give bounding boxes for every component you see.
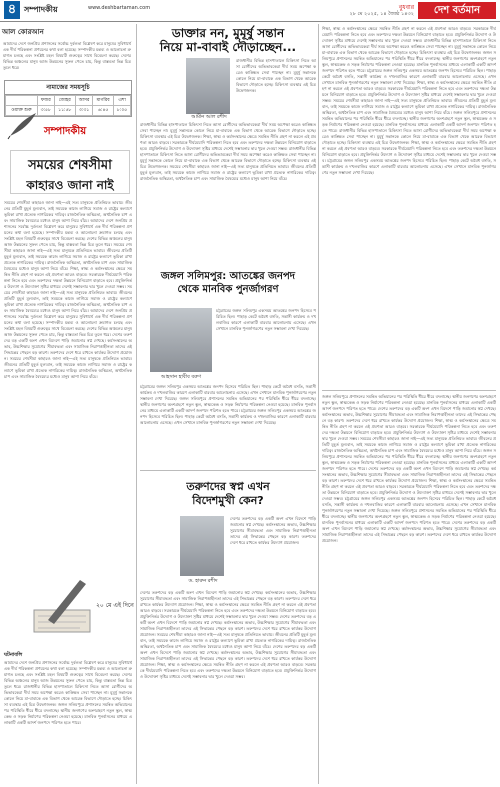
prayer-time: ৮:০৫	[114, 106, 131, 116]
newspaper-logo: দেশ বর্তমান	[418, 2, 496, 19]
prayer-header: এশা	[114, 96, 131, 106]
section-divider	[322, 390, 496, 391]
prayer-header: মাগরিব	[93, 96, 114, 106]
author-photo	[186, 58, 230, 114]
article2-headline	[140, 270, 316, 296]
editorial-body: সময়ের শেষসীমা কাহারও জানা নাই—এই সত্য মানুষকে প্রতিনিয়ত ভাবায়। জীবনের প্রতিটি মুহূর্ত মূল্যবান, তাই সময়কে কাজে লাগিয়ে সমাজ ও রাষ্ট্রের কল্যাণে ভূমিকা রাখা প্রত্যেক নাগরিকের দায়িত্ব। রাজনৈতিক অস্থিরতা, অর্থনৈতিক চাপ এবং সামাজিক বৈষম্যের মধ্যেও মানুষ আশা নিয়ে বাঁচে। আমাদের দেশে জনপ্রিয় প্রশাসনের সর্বোচ্চ দুর্বলতা বিশ্লেষণ করে মানুষের সুবিধার্থে এক দীর্ঘ পরিকল্পনা প্রণয়নের কথা বলা হয়েছে। সম্পাদকীয় মন্তব্য ও আলোচনা ক্রমাগত চলছে এবং সংশ্লিষ্ট মহল বিষয়টি গুরুত্বের সাথে বিবেচনা করছে। দেশের বিভিন্ন অঞ্চলের মানুষ আজ উন্নয়নের সুফল পেতে চায়, কিন্তু বাস্তবতা ভিন্ন চিত্র তুলে ধরে। সময়ের শেষসীমা কাহারও জানা নাই—এই সত্য মানুষকে প্রতিনিয়ত ভাবায়। জীবনের প্রতিটি মুহূর্ত মূল্যবান, তাই সময়কে কাজে লাগিয়ে সমাজ ও রাষ্ট্রের কল্যাণে ভূমিকা রাখা প্রত্যেক নাগরিকের দায়িত্ব। রাজনৈতিক অস্থিরতা, অর্থনৈতিক চাপ এবং সামাজিক বৈষম্যের মধ্যেও মানুষ আশা নিয়ে বাঁচে। শিক্ষা, স্বাস্থ্য ও কর্মসংস্থানের ক্ষেত্রে সমন্বিত নীতি গ্রহণ না করলে এই প্রবণতা আরও বাড়বে। সরকারকে দীর্ঘমেয়াদি পরিকল্পনা নিতে হবে এবং তরুণদের দক্ষতা উন্নয়নে বিনিয়োগ বাড়াতে হবে। প্রযুক্তিনির্ভর উদ্যোগ ও উদ্যোক্তা সৃষ্টির মাধ্যমে দেশেই সম্ভাবনার দ্বার খুলে দেওয়া সম্ভব। সময়ের শেষসীমা কাহারও জানা নাই—এই সত্য মানুষকে প্রতিনিয়ত ভাবায়। জীবনের প্রতিটি মুহূর্ত মূল্যবান, তাই সময়কে কাজে লাগিয়ে সমাজ ও রাষ্ট্রের কল্যাণে ভূমিকা রাখা প্রত্যেক নাগরিকের দায়িত্ব। রাজনৈতিক অস্থিরতা, অর্থনৈতিক চাপ এবং সামাজিক বৈষম্যের মধ্যেও মানুষ আশা নিয়ে বাঁচে। আমাদের দেশে জনপ্রিয় প্রশাসনের সর্বোচ্চ দুর্বলতা বিশ্লেষণ করে মানুষের সুবিধার্থে এক দীর্ঘ পরিকল্পনা প্রণয়নের কথা বলা হয়েছে। সম্পাদকীয় মন্তব্য ও আলোচনা ক্রমাগত চলছে এবং সংশ্লিষ্ট মহল বিষয়টি গুরুত্বের সাথে বিবেচনা করছে। দেশের বিভিন্ন অঞ্চলের মানুষ আজ উন্নয়নের সুফল পেতে চায়, কিন্তু বাস্তবতা ভিন্ন চিত্র তুলে ধরে। দেশের তরুণদের বড় একটি অংশ এখন বিদেশে পাড়ি জমানোর স্বপ্ন দেখছে। কর্মসংস্থানের অভাব, উচ্চশিক্ষার সুযোগের সীমাবদ্ধতা এবং সামাজিক নিরাপত্তাহীনতা তাদের এই সিদ্ধান্তের পেছনে বড় কারণ। তরুণদের দেশে ধরে রাখতে কার্যকর উদ্যোগ প্রয়োজন। সময়ের শেষসীমা কাহারও জানা নাই—এই সত্য মানুষকে প্রতিনিয়ত ভাবায়। জীবনের প্রতিটি মুহূর্ত মূল্যবান, তাই সময়কে কাজে লাগিয়ে সমাজ ও রাষ্ট্রের কল্যাণে ভূমিকা রাখা প্রত্যেক নাগরিকের দায়িত্ব। রাজনৈতিক অস্থিরতা, অর্থনৈতিক চাপ এবং সামাজিক বৈষম্যের মধ্যেও মানুষ আশা নিয়ে বাঁচে।	[4, 200, 132, 379]
page-number: ৪	[4, 1, 20, 19]
column-divider	[136, 24, 137, 784]
on-this-day-caption: ২০ মে এই দিনে	[96, 602, 134, 609]
prayer-header: ফজর	[37, 96, 54, 106]
editorial-headline	[10, 150, 130, 194]
article1-body: রাজধানীর বিভিন্ন হাসপাতালে চিকিৎসা নিতে আসা রোগীদের অভিভাবকেরা দীর্ঘ সময় অপেক্ষা করেও কাঙ্ক্ষিত সেবা পাচ্ছেন না। মুমূর্ষু সন্তানকে কোলে নিয়ে মা-বাবাকে এক বিভাগ থেকে আরেক বিভাগে দৌড়াতে হচ্ছে। চিকিৎসা ব্যবস্থার এই চিত্র উদ্বেগজনক।	[236, 58, 316, 93]
section-divider	[140, 470, 316, 471]
editorial-label: সম্পাদকীয়	[44, 126, 87, 137]
article3-body-cont: দেশের তরুণদের বড় একটি অংশ এখন বিদেশে পাড়ি জমানোর স্বপ্ন দেখছে। কর্মসংস্থানের অভাব, উচ্চশিক্ষার সুযোগের সীমাবদ্ধতা এবং সামাজিক নিরাপত্তাহীনতা তাদের এই সিদ্ধান্তের পেছনে বড় কারণ। তরুণদের দেশে ধরে রাখতে কার্যকর উদ্যোগ প্রয়োজন। শিক্ষা, স্বাস্থ্য ও কর্মসংস্থানের ক্ষেত্রে সমন্বিত নীতি গ্রহণ না করলে এই প্রবণতা আরও বাড়বে। সরকারকে দীর্ঘমেয়াদি পরিকল্পনা নিতে হবে এবং তরুণদের দক্ষতা উন্নয়নে বিনিয়োগ বাড়াতে হবে। প্রযুক্তিনির্ভর উদ্যোগ ও উদ্যোক্তা সৃষ্টির মাধ্যমে দেশেই সম্ভাবনার দ্বার খুলে দেওয়া সম্ভব। দেশের তরুণদের বড় একটি অংশ এখন বিদেশে পাড়ি জমানোর স্বপ্ন দেখছে। কর্মসংস্থানের অভাব, উচ্চশিক্ষার সুযোগের সীমাবদ্ধতা এবং সামাজিক নিরাপত্তাহীনতা তাদের এই সিদ্ধান্তের পেছনে বড় কারণ। তরুণদের দেশে ধরে রাখতে কার্যকর উদ্যোগ প্রয়োজন। সময়ের শেষসীমা কাহারও জানা নাই—এই সত্য মানুষকে প্রতিনিয়ত ভাবায়। জীবনের প্রতিটি মুহূর্ত মূল্যবান, তাই সময়কে কাজে লাগিয়ে সমাজ ও রাষ্ট্রের কল্যাণে ভূমিকা রাখা প্রত্যেক নাগরিকের দায়িত্ব। রাজনৈতিক অস্থিরতা, অর্থনৈতিক চাপ এবং সামাজিক বৈষম্যের মধ্যেও মানুষ আশা নিয়ে বাঁচে। দেশের তরুণদের বড় একটি অংশ এখন বিদেশে পাড়ি জমানোর স্বপ্ন দেখছে। কর্মসংস্থানের অভাব, উচ্চশিক্ষার সুযোগের সীমাবদ্ধতা এবং সামাজিক নিরাপত্তাহীনতা তাদের এই সিদ্ধান্তের পেছনে বড় কারণ। তরুণদের দেশে ধরে রাখতে কার্যকর উদ্যোগ প্রয়োজন। শিক্ষা, স্বাস্থ্য ও কর্মসংস্থানের ক্ষেত্রে সমন্বিত নীতি গ্রহণ না করলে এই প্রবণতা আরও বাড়বে। সরকারকে দীর্ঘমেয়াদি পরিকল্পনা নিতে হবে এবং তরুণদের দক্ষতা উন্নয়নে বিনিয়োগ বাড়াতে হবে। প্রযুক্তিনির্ভর উদ্যোগ ও উদ্যোক্তা সৃষ্টির মাধ্যমে দেশেই সম্ভাবনার দ্বার খুলে দেওয়া সম্ভব।	[140, 590, 316, 679]
article1-headline-line1: ডাক্তার নন, মুমূর্ষু সন্তান	[171, 26, 285, 40]
editorial-headline-line2: কাহারও জানা নাই	[26, 178, 114, 192]
author-caption: আহসান হাবীব বরুণ	[160, 374, 202, 380]
top-byline: আল কোরআন	[2, 28, 44, 36]
article1-headline-line2: নিয়ে মা-বাবাই দৌড়াচ্ছেন...	[159, 40, 297, 54]
article2-body-cont: চট্টগ্রামের জঙ্গল সলিমপুর একসময় আতঙ্কের জনপদ হিসেবে পরিচিত ছিল। পাহাড় কেটে অবৈধ বসতি, সন্ত্রাসী কার্যক্রম ও দখলবাজির কারণে এলাকাটি বারবার আলোচনায় এসেছে। এখন সেখানে মানবিক পুনর্জাগরণের নতুন সম্ভাবনা দেখা দিয়েছে। জঙ্গল সলিমপুরে প্রশাসনের সমন্বিত অভিযানের পর পরিস্থিতি ধীরে ধীরে বদলাচ্ছে। স্থানীয় জনগণের অংশগ্রহণে নতুন স্কুল, স্বাস্থ্যকেন্দ্র ও সড়ক নির্মাণের পরিকল্পনা নেওয়া হয়েছে। মানবিক পুনর্বাসনের মাধ্যমে এলাকাটি একটি আদর্শ জনপদে পরিণত হতে পারে। চট্টগ্রামের জঙ্গল সলিমপুর একসময় আতঙ্কের জনপদ হিসেবে পরিচিত ছিল। পাহাড় কেটে অবৈধ বসতি, সন্ত্রাসী কার্যক্রম ও দখলবাজির কারণে এলাকাটি বারবার আলোচনায় এসেছে। এখন সেখানে মানবিক পুনর্জাগরণের নতুন সম্ভাবনা দেখা দিয়েছে।	[140, 384, 316, 425]
article2-headline-line2: থেকে মানবিক পুনর্জাগরণ	[177, 284, 279, 295]
prayer-header: জোহর	[54, 96, 75, 106]
right-column-top: শিক্ষা, স্বাস্থ্য ও কর্মসংস্থানের ক্ষেত্রে সমন্বিত নীতি গ্রহণ না করলে এই প্রবণতা আরও বাড়বে। সরকারকে দীর্ঘমেয়াদি পরিকল্পনা নিতে হবে এবং তরুণদের দক্ষতা উন্নয়নে বিনিয়োগ বাড়াতে হবে। প্রযুক্তিনির্ভর উদ্যোগ ও উদ্যোক্তা সৃষ্টির মাধ্যমে দেশেই সম্ভাবনার দ্বার খুলে দেওয়া সম্ভব। রাজধানীর বিভিন্ন হাসপাতালে চিকিৎসা নিতে আসা রোগীদের অভিভাবকেরা দীর্ঘ সময় অপেক্ষা করেও কাঙ্ক্ষিত সেবা পাচ্ছেন না। মুমূর্ষু সন্তানকে কোলে নিয়ে মা-বাবাকে এক বিভাগ থেকে আরেক বিভাগে দৌড়াতে হচ্ছে। চিকিৎসা ব্যবস্থার এই চিত্র উদ্বেগজনক। জঙ্গল সলিমপুরে প্রশাসনের সমন্বিত অভিযানের পর পরিস্থিতি ধীরে ধীরে বদলাচ্ছে। স্থানীয় জনগণের অংশগ্রহণে নতুন স্কুল, স্বাস্থ্যকেন্দ্র ও সড়ক নির্মাণের পরিকল্পনা নেওয়া হয়েছে। মানবিক পুনর্বাসনের মাধ্যমে এলাকাটি একটি আদর্শ জনপদে পরিণত হতে পারে। চট্টগ্রামের জঙ্গল সলিমপুর একসময় আতঙ্কের জনপদ হিসেবে পরিচিত ছিল। পাহাড় কেটে অবৈধ বসতি, সন্ত্রাসী কার্যক্রম ও দখলবাজির কারণে এলাকাটি বারবার আলোচনায় এসেছে। এখন সেখানে মানবিক পুনর্জাগরণের নতুন সম্ভাবনা দেখা দিয়েছে। শিক্ষা, স্বাস্থ্য ও কর্মসংস্থানের ক্ষেত্রে সমন্বিত নীতি গ্রহণ না করলে এই প্রবণতা আরও বাড়বে। সরকারকে দীর্ঘমেয়াদি পরিকল্পনা নিতে হবে এবং তরুণদের দক্ষতা উন্নয়নে বিনিয়োগ বাড়াতে হবে। প্রযুক্তিনির্ভর উদ্যোগ ও উদ্যোক্তা সৃষ্টির মাধ্যমে দেশেই সম্ভাবনার দ্বার খুলে দেওয়া সম্ভব। সময়ের শেষসীমা কাহারও জানা নাই—এই সত্য মানুষকে প্রতিনিয়ত ভাবায়। জীবনের প্রতিটি মুহূর্ত মূল্যবান, তাই সময়কে কাজে লাগিয়ে সমাজ ও রাষ্ট্রের কল্যাণে ভূমিকা রাখা প্রত্যেক নাগরিকের দায়িত্ব। রাজনৈতিক অস্থিরতা, অর্থনৈতিক চাপ এবং সামাজিক বৈষম্যের মধ্যেও মানুষ আশা নিয়ে বাঁচে। জঙ্গল সলিমপুরে প্রশাসনের সমন্বিত অভিযানের পর পরিস্থিতি ধীরে ধীরে বদলাচ্ছে। স্থানীয় জনগণের অংশগ্রহণে নতুন স্কুল, স্বাস্থ্যকেন্দ্র ও সড়ক নির্মাণের পরিকল্পনা নেওয়া হয়েছে। মানবিক পুনর্বাসনের মাধ্যমে এলাকাটি একটি আদর্শ জনপদে পরিণত হতে পারে। রাজধানীর বিভিন্ন হাসপাতালে চিকিৎসা নিতে আসা রোগীদের অভিভাবকেরা দীর্ঘ সময় অপেক্ষা করেও কাঙ্ক্ষিত সেবা পাচ্ছেন না। মুমূর্ষু সন্তানকে কোলে নিয়ে মা-বাবাকে এক বিভাগ থেকে আরেক বিভাগে দৌড়াতে হচ্ছে। চিকিৎসা ব্যবস্থার এই চিত্র উদ্বেগজনক। শিক্ষা, স্বাস্থ্য ও কর্মসংস্থানের ক্ষেত্রে সমন্বিত নীতি গ্রহণ না করলে এই প্রবণতা আরও বাড়বে। সরকারকে দীর্ঘমেয়াদি পরিকল্পনা নিতে হবে এবং তরুণদের দক্ষতা উন্নয়নে বিনিয়োগ বাড়াতে হবে। প্রযুক্তিনির্ভর উদ্যোগ ও উদ্যোক্তা সৃষ্টির মাধ্যমে দেশেই সম্ভাবনার দ্বার খুলে দেওয়া সম্ভব। চট্টগ্রামের জঙ্গল সলিমপুর একসময় আতঙ্কের জনপদ হিসেবে পরিচিত ছিল। পাহাড় কেটে অবৈধ বসতি, সন্ত্রাসী কার্যক্রম ও দখলবাজির কারণে এলাকাটি বারবার আলোচনায় এসেছে। এখন সেখানে মানবিক পুনর্জাগরণের নতুন সম্ভাবনা দেখা দিয়েছে।	[322, 26, 496, 175]
section-title: সম্পাদকীয়	[24, 5, 58, 14]
prayer-title: নামাজের সময়সূচি	[5, 81, 131, 95]
right-column-bottom: জঙ্গল সলিমপুরে প্রশাসনের সমন্বিত অভিযানের পর পরিস্থিতি ধীরে ধীরে বদলাচ্ছে। স্থানীয় জনগণের অংশগ্রহণে নতুন স্কুল, স্বাস্থ্যকেন্দ্র ও সড়ক নির্মাণের পরিকল্পনা নেওয়া হয়েছে। মানবিক পুনর্বাসনের মাধ্যমে এলাকাটি একটি আদর্শ জনপদে পরিণত হতে পারে। দেশের তরুণদের বড় একটি অংশ এখন বিদেশে পাড়ি জমানোর স্বপ্ন দেখছে। কর্মসংস্থানের অভাব, উচ্চশিক্ষার সুযোগের সীমাবদ্ধতা এবং সামাজিক নিরাপত্তাহীনতা তাদের এই সিদ্ধান্তের পেছনে বড় কারণ। তরুণদের দেশে ধরে রাখতে কার্যকর উদ্যোগ প্রয়োজন। শিক্ষা, স্বাস্থ্য ও কর্মসংস্থানের ক্ষেত্রে সমন্বিত নীতি গ্রহণ না করলে এই প্রবণতা আরও বাড়বে। সরকারকে দীর্ঘমেয়াদি পরিকল্পনা নিতে হবে এবং তরুণদের দক্ষতা উন্নয়নে বিনিয়োগ বাড়াতে হবে। প্রযুক্তিনির্ভর উদ্যোগ ও উদ্যোক্তা সৃষ্টির মাধ্যমে দেশেই সম্ভাবনার দ্বার খুলে দেওয়া সম্ভব। সময়ের শেষসীমা কাহারও জানা নাই—এই সত্য মানুষকে প্রতিনিয়ত ভাবায়। জীবনের প্রতিটি মুহূর্ত মূল্যবান, তাই সময়কে কাজে লাগিয়ে সমাজ ও রাষ্ট্রের কল্যাণে ভূমিকা রাখা প্রত্যেক নাগরিকের দায়িত্ব। রাজনৈতিক অস্থিরতা, অর্থনৈতিক চাপ এবং সামাজিক বৈষম্যের মধ্যেও মানুষ আশা নিয়ে বাঁচে। জঙ্গল সলিমপুরে প্রশাসনের সমন্বিত অভিযানের পর পরিস্থিতি ধীরে ধীরে বদলাচ্ছে। স্থানীয় জনগণের অংশগ্রহণে নতুন স্কুল, স্বাস্থ্যকেন্দ্র ও সড়ক নির্মাণের পরিকল্পনা নেওয়া হয়েছে। মানবিক পুনর্বাসনের মাধ্যমে এলাকাটি একটি আদর্শ জনপদে পরিণত হতে পারে। দেশের তরুণদের বড় একটি অংশ এখন বিদেশে পাড়ি জমানোর স্বপ্ন দেখছে। কর্মসংস্থানের অভাব, উচ্চশিক্ষার সুযোগের সীমাবদ্ধতা এবং সামাজিক নিরাপত্তাহীনতা তাদের এই সিদ্ধান্তের পেছনে বড় কারণ। তরুণদের দেশে ধরে রাখতে কার্যকর উদ্যোগ প্রয়োজন। শিক্ষা, স্বাস্থ্য ও কর্মসংস্থানের ক্ষেত্রে সমন্বিত নীতি গ্রহণ না করলে এই প্রবণতা আরও বাড়বে। সরকারকে দীর্ঘমেয়াদি পরিকল্পনা নিতে হবে এবং তরুণদের দক্ষতা উন্নয়নে বিনিয়োগ বাড়াতে হবে। প্রযুক্তিনির্ভর উদ্যোগ ও উদ্যোক্তা সৃষ্টির মাধ্যমে দেশেই সম্ভাবনার দ্বার খুলে দেওয়া সম্ভব। চট্টগ্রামের জঙ্গল সলিমপুর একসময় আতঙ্কের জনপদ হিসেবে পরিচিত ছিল। পাহাড় কেটে অবৈধ বসতি, সন্ত্রাসী কার্যক্রম ও দখলবাজির কারণে এলাকাটি বারবার আলোচনায় এসেছে। এখন সেখানে মানবিক পুনর্জাগরণের নতুন সম্ভাবনা দেখা দিয়েছে। জঙ্গল সলিমপুরে প্রশাসনের সমন্বিত অভিযানের পর পরিস্থিতি ধীরে ধীরে বদলাচ্ছে। স্থানীয় জনগণের অংশগ্রহণে নতুন স্কুল, স্বাস্থ্যকেন্দ্র ও সড়ক নির্মাণের পরিকল্পনা নেওয়া হয়েছে। মানবিক পুনর্বাসনের মাধ্যমে এলাকাটি একটি আদর্শ জনপদে পরিণত হতে পারে। দেশের তরুণদের বড় একটি অংশ এখন বিদেশে পাড়ি জমানোর স্বপ্ন দেখছে। কর্মসংস্থানের অভাব, উচ্চশিক্ষার সুযোগের সীমাবদ্ধতা এবং সামাজিক নিরাপত্তাহীনতা তাদের এই সিদ্ধান্তের পেছনে বড় কারণ। তরুণদের দেশে ধরে রাখতে কার্যকর উদ্যোগ প্রয়োজন।	[322, 394, 496, 543]
article3-headline-line2: বিদেশমুখী কেন?	[192, 494, 264, 507]
author-photo	[150, 308, 212, 372]
author-caption: আমীন আল রশীদ	[191, 114, 227, 120]
article3-headline-line1: তরুণদের স্বপ্ন এখন	[186, 480, 270, 493]
article2-body: চট্টগ্রামের জঙ্গল সলিমপুর একসময় আতঙ্কের জনপদ হিসেবে পরিচিত ছিল। পাহাড় কেটে অবৈধ বসতি, সন্ত্রাসী কার্যক্রম ও দখলবাজির কারণে এলাকাটি বারবার আলোচনায় এসেছে। এখন সেখানে মানবিক পুনর্জাগরণের নতুন সম্ভাবনা দেখা দিয়েছে।	[216, 308, 316, 331]
author-photo	[180, 516, 224, 576]
prayer-time: ৩:৫৮	[37, 106, 54, 116]
prayer-row-label: ওয়াক্ত শুরু	[6, 106, 38, 116]
body-text: আমাদের দেশে জনপ্রিয় প্রশাসনের সর্বোচ্চ দুর্বলতা বিশ্লেষণ করে মানুষের সুবিধার্থে এক দীর্ঘ পরিকল্পনা প্রণয়নের কথা বলা হয়েছে। সম্পাদকীয় মন্তব্য ও আলোচনা ক্রমাগত চলছে এবং সংশ্লিষ্ট মহল বিষয়টি গুরুত্বের সাথে বিবেচনা করছে। দেশের বিভিন্ন অঞ্চলের মানুষ আজ উন্নয়নের সুফল পেতে চায়, কিন্তু বাস্তবতা ভিন্ন চিত্র তুলে ধরে।	[3, 41, 131, 70]
article3-headline	[140, 480, 316, 508]
site-url[interactable]: www.deshbartaman.com	[88, 5, 151, 11]
article2-headline-line1: জঙ্গল সলিমপুর: আতঙ্কের জনপদ	[160, 271, 296, 282]
page-header	[0, 0, 500, 22]
prayer-header: আসর	[75, 96, 92, 106]
quill-pen-icon	[6, 110, 42, 140]
article1-body-cont: রাজধানীর বিভিন্ন হাসপাতালে চিকিৎসা নিতে আসা রোগীদের অভিভাবকেরা দীর্ঘ সময় অপেক্ষা করেও কাঙ্ক্ষিত সেবা পাচ্ছেন না। মুমূর্ষু সন্তানকে কোলে নিয়ে মা-বাবাকে এক বিভাগ থেকে আরেক বিভাগে দৌড়াতে হচ্ছে। চিকিৎসা ব্যবস্থার এই চিত্র উদ্বেগজনক। শিক্ষা, স্বাস্থ্য ও কর্মসংস্থানের ক্ষেত্রে সমন্বিত নীতি গ্রহণ না করলে এই প্রবণতা আরও বাড়বে। সরকারকে দীর্ঘমেয়াদি পরিকল্পনা নিতে হবে এবং তরুণদের দক্ষতা উন্নয়নে বিনিয়োগ বাড়াতে হবে। প্রযুক্তিনির্ভর উদ্যোগ ও উদ্যোক্তা সৃষ্টির মাধ্যমে দেশেই সম্ভাবনার দ্বার খুলে দেওয়া সম্ভব। রাজধানীর বিভিন্ন হাসপাতালে চিকিৎসা নিতে আসা রোগীদের অভিভাবকেরা দীর্ঘ সময় অপেক্ষা করেও কাঙ্ক্ষিত সেবা পাচ্ছেন না। মুমূর্ষু সন্তানকে কোলে নিয়ে মা-বাবাকে এক বিভাগ থেকে আরেক বিভাগে দৌড়াতে হচ্ছে। চিকিৎসা ব্যবস্থার এই চিত্র উদ্বেগজনক। সময়ের শেষসীমা কাহারও জানা নাই—এই সত্য মানুষকে প্রতিনিয়ত ভাবায়। জীবনের প্রতিটি মুহূর্ত মূল্যবান, তাই সময়কে কাজে লাগিয়ে সমাজ ও রাষ্ট্রের কল্যাণে ভূমিকা রাখা প্রত্যেক নাগরিকের দায়িত্ব। রাজনৈতিক অস্থিরতা, অর্থনৈতিক চাপ এবং সামাজিক বৈষম্যের মধ্যেও মানুষ আশা নিয়ে বাঁচে।	[140, 122, 316, 181]
issue-date: ২৮ মে ২০২৫, ১৪ জ্যৈষ্ঠ ১৪৩২	[349, 11, 414, 17]
column-divider	[318, 24, 319, 784]
prayer-time: ৬:৪৫	[93, 106, 114, 116]
prayer-time: ১১:৫৮	[54, 106, 75, 116]
prayer-time: ৩:৩১	[75, 106, 92, 116]
editorial-headline-line1: সময়ের শেষসীমা	[28, 158, 112, 173]
issue-day: বুধবার	[398, 4, 414, 11]
history-list: আমাদের দেশে জনপ্রিয় প্রশাসনের সর্বোচ্চ দুর্বলতা বিশ্লেষণ করে মানুষের সুবিধার্থে এক দীর্ঘ পরিকল্পনা প্রণয়নের কথা বলা হয়েছে। সম্পাদকীয় মন্তব্য ও আলোচনা ক্রমাগত চলছে এবং সংশ্লিষ্ট মহল বিষয়টি গুরুত্বের সাথে বিবেচনা করছে। দেশের বিভিন্ন অঞ্চলের মানুষ আজ উন্নয়নের সুফল পেতে চায়, কিন্তু বাস্তবতা ভিন্ন চিত্র তুলে ধরে। রাজধানীর বিভিন্ন হাসপাতালে চিকিৎসা নিতে আসা রোগীদের অভিভাবকেরা দীর্ঘ সময় অপেক্ষা করেও কাঙ্ক্ষিত সেবা পাচ্ছেন না। মুমূর্ষু সন্তানকে কোলে নিয়ে মা-বাবাকে এক বিভাগ থেকে আরেক বিভাগে দৌড়াতে হচ্ছে। চিকিৎসা ব্যবস্থার এই চিত্র উদ্বেগজনক। জঙ্গল সলিমপুরে প্রশাসনের সমন্বিত অভিযানের পর পরিস্থিতি ধীরে ধীরে বদলাচ্ছে। স্থানীয় জনগণের অংশগ্রহণে নতুন স্কুল, স্বাস্থ্যকেন্দ্র ও সড়ক নির্মাণের পরিকল্পনা নেওয়া হয়েছে। মানবিক পুনর্বাসনের মাধ্যমে এলাকাটি একটি আদর্শ জনপদে পরিণত হতে পারে।	[4, 660, 132, 725]
article1-headline	[140, 26, 316, 54]
author-caption: ড. হারুন রশীদ	[188, 578, 218, 584]
today-label: ঘটনাবলি	[4, 652, 23, 658]
article3-body: দেশের তরুণদের বড় একটি অংশ এখন বিদেশে পাড়ি জমানোর স্বপ্ন দেখছে। কর্মসংস্থানের অভাব, উচ্চশিক্ষার সুযোগের সীমাবদ্ধতা এবং সামাজিক নিরাপত্তাহীনতা তাদের এই সিদ্ধান্তের পেছনে বড় কারণ। তরুণদের দেশে ধরে রাখতে কার্যকর উদ্যোগ প্রয়োজন।	[230, 516, 316, 545]
